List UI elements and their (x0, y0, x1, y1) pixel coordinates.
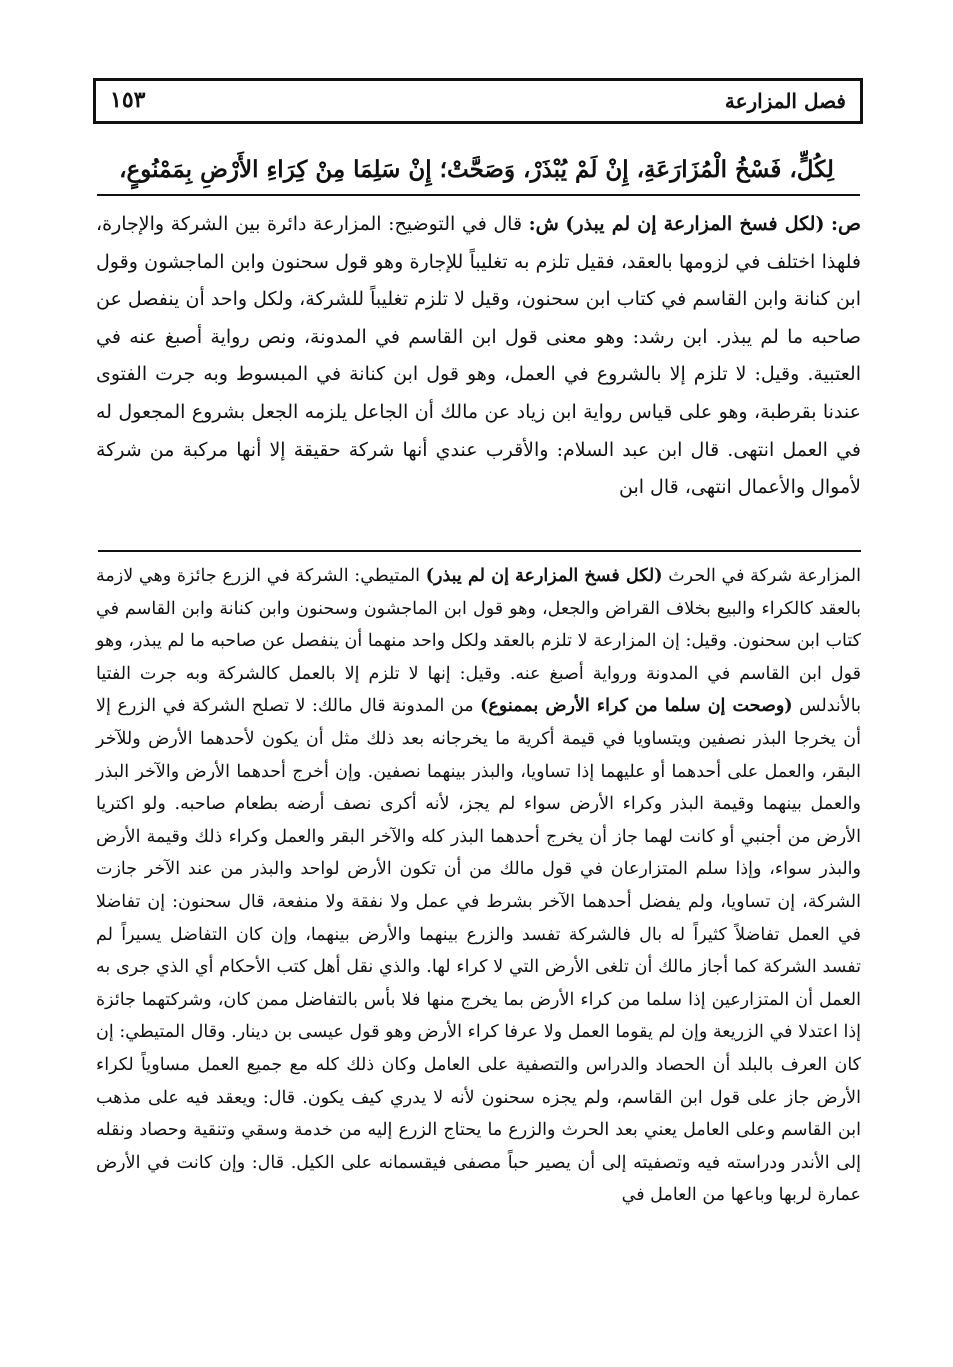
page-header (93, 78, 863, 124)
divider-footnotes (98, 550, 861, 552)
footnote-text-c: من المدونة قال مالك: لا تصلح الشركة في الزرع إلا أن يخرجا البذر نصفين ويتساويا في قيمة أكرية ما يخرجانه بعد ذلك مثل أن يكون لأحدهما الأرض وللآخر البقر، والعمل على أحدهما أو عليهما إذا تساويا، والبذر بينهما نصفين. وإن أخرج أحدهما الأرض والآخر البذر والعمل بينهما وقيمة البذر وكراء الأرض سواء لم يجز، لأنه أكرى نصف أرضه بطعام صاحبه. ولو اكتريا الأرض من أجنبي أو كانت لهما جاز أن يخرج أحدهما البذر كله والآخر البقر والعمل وكراء ذلك وقيمة الأرض والبذر سواء، وإذا سلم المتزارعان في قول مالك من أن تكون الأرض لواحد والبذر من عند الآخر جازت الشركة، إن تساويا، ولم يفضل أحدهما الآخر بشرط في عمل ولا نفقة ولا منفعة، قال سحنون: إن تفاضلا في العمل تفاضلاً كثيراً له بال فالشركة تفسد والزرع بينهما والأرض بينهما، وإن كان التفاضل يسيراً لم تفسد الشركة كما أجاز مالك أن تلغى الأرض التي لا كراء لها. والذي نقل أهل كتب الأحكام أي الذي جرى به العمل أن المتزارعين إذا سلما من كراء الأرض بما يخرج منها فلا بأس بالتفاضل ممن كان، وشركتهما جائزة إذا اعتدلا في الزريعة وإن لم يقوما العمل ولا عرفا كراء الأرض وهو قول عيسى بن دينار. وقال المتيطي: إن كان العرف بالبلد أن الحصاد والدراس والتصفية على العامل وكان ذلك كله مع جميع العمل مساوياً لكراء الأرض جاز على قول ابن القاسم، ولم يجزه سحنون لأنه لا يدري كيف يكون. قال: ويعقد فيه على مذهب ابن القاسم وعلى العامل يعني بعد الحرث والزرع ما يحتاج الزرع إليه من خدمة وسقي وتنقية وحصاد ونقله إلى الأندر ودراسته فيه وتصفيته إلى أن يصير حباً مصفى فيقسمانه على الكيل. قال: وإن كانت في الأرض عمارة لربها وباعها من العامل في (96, 696, 861, 1206)
footnote-text-a: المزارعة شركة في الحرث (668, 566, 861, 586)
commentary-text: قال في التوضيح: المزارعة دائرة بين الشركة والإجارة، فلهذا اختلف في لزومها بالعقد، فقيل تلزم به تغليباً للإجارة وهو قول سحنون وابن الماجشون وقول ابن كنانة وابن القاسم في كتاب ابن سحنون، وقيل لا تلزم تغليباً للشركة، ولكل واحد أن ينفصل عن صاحبه ما لم يبذر. ابن رشد: وهو معنى قول ابن القاسم في المدونة، ونص رواية أصبغ عنه في العتبية. وقيل: لا تلزم إلا بالشروع في العمل، وهو قول ابن كنانة في المبسوط وبه جرت الفتوى عندنا بقرطبة، وهو على قياس رواية ابن زياد عن مالك أن الجاعل يلزمه الجعل بشروع المجعول له في العمل انتهى. قال ابن عبد السلام: والأقرب عندي أنها شركة حقيقة إلا أنها مركبة من شركة لأموال والأعمال انتهى، قال ابن (96, 213, 861, 499)
shin-marker: ش: (528, 213, 559, 235)
chapter-title: فصل المزارعة (724, 89, 846, 113)
footnote-quote-a: (لكل فسخ المزارعة إن لم يبذر) (425, 566, 663, 586)
footnote-text-b: المتيطي: الشركة في الزرع جائزة وهي لازمة بالعقد كالكراء والبيع بخلاف القراض والجعل، وهو قول ابن الماجشون وسحنون وابن كنانة وابن القاسم في كتاب ابن سحنون. وقيل: إن المزارعة لا تلزم بالعقد ولكل واحد منهما أن ينفصل عن صاحبه ما لم يبذر، وهو قول ابن القاسم في المدونة ورواية أصبغ عنه. وقيل: إنها لا تلزم إلا بالعمل كالشركة وبه جرت الفتيا بالأندلس (96, 566, 861, 717)
divider-top (97, 194, 860, 196)
matn-text: لِكُلٍّ، فَسْخُ الْمُزَارَعَةِ، إِنْ لَمْ يُبْذَرْ، وَصَحَّتْ؛ إِنْ سَلِمَا مِنْ كِرَاءِ الأَرْضِ بِمَمْنُوعٍ، (119, 156, 834, 183)
footnote-paragraph (96, 560, 861, 1212)
footnote-quote-b: (وصحت إن سلما من كراء الأرض بممنوع) (480, 696, 793, 717)
commentary-quote: (لكل فسخ المزارعة إن لم يبذر) (565, 213, 825, 235)
commentary-paragraph (96, 206, 861, 507)
sad-marker: ص: (831, 213, 861, 235)
page-number: ١٥٣ (110, 87, 146, 113)
footnotes-block (96, 560, 861, 1212)
commentary-block (96, 206, 861, 507)
